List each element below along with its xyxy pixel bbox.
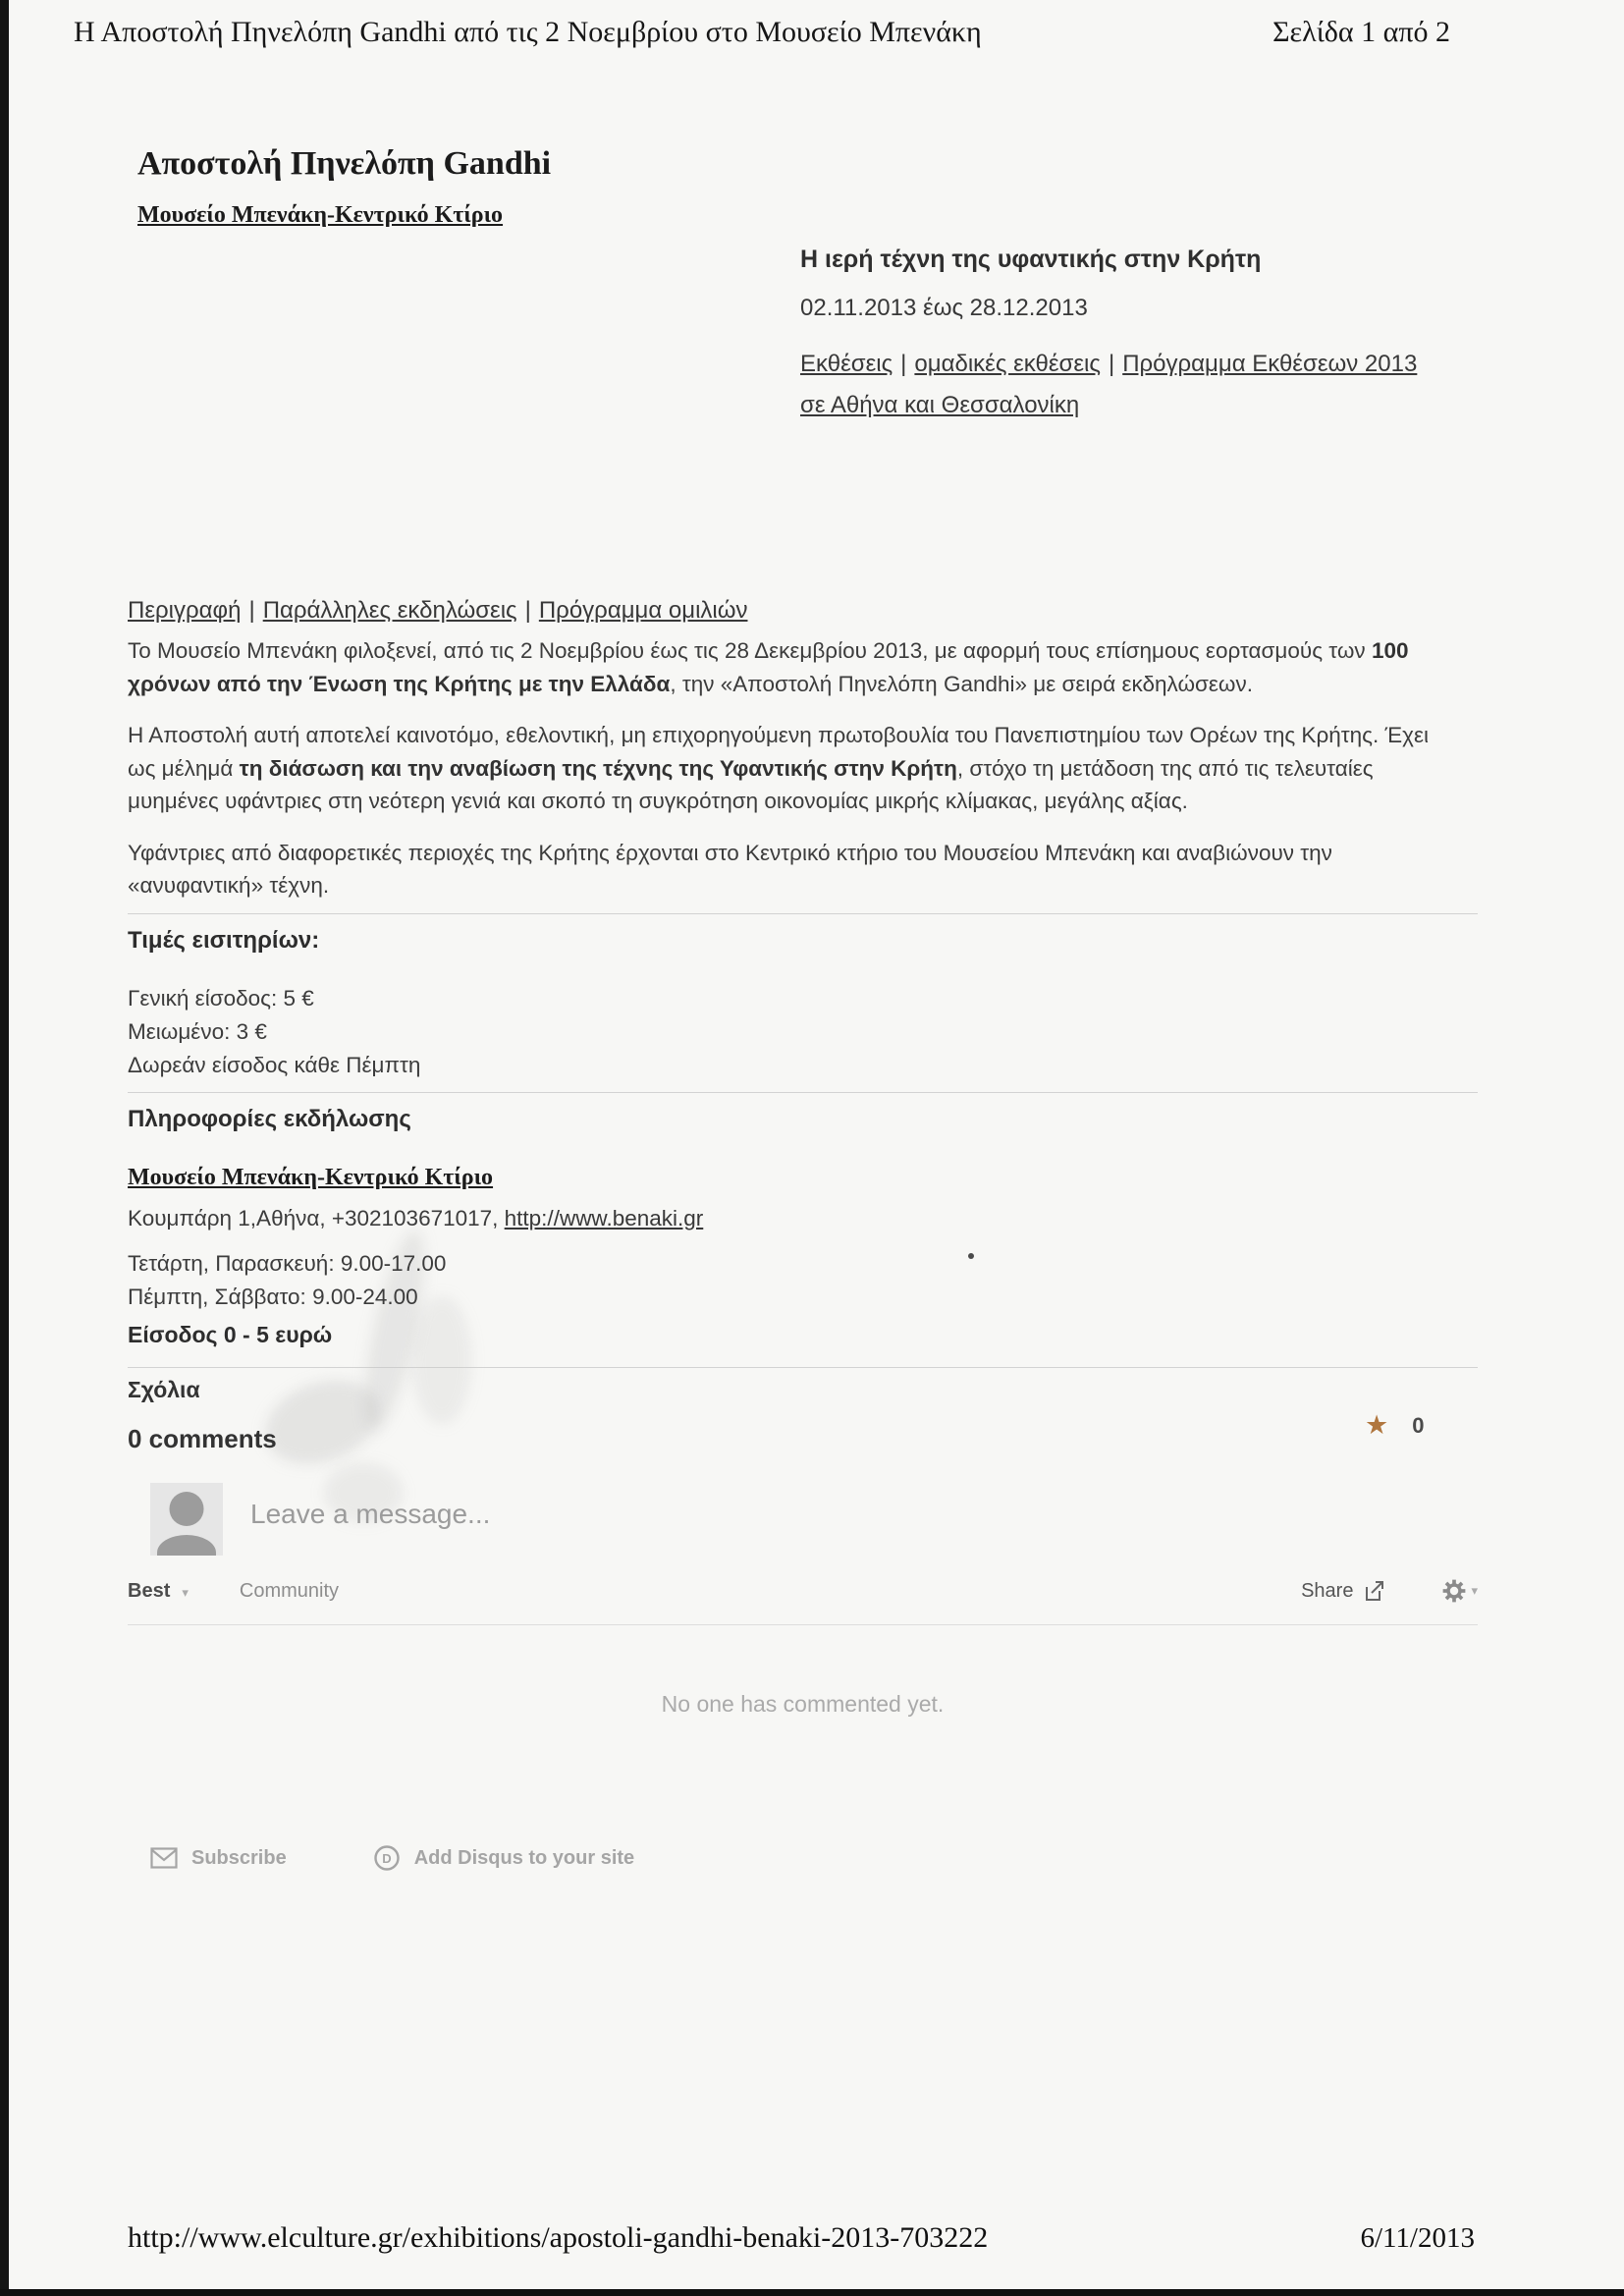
rating-value: 0 (1412, 1412, 1425, 1438)
tab-talks-program[interactable]: Πρόγραμμα ομιλιών (538, 597, 748, 624)
chevron-down-icon[interactable]: ▾ (182, 1584, 189, 1600)
comments-toolbar (128, 1569, 1478, 1613)
paragraph-text: , στόχο τη μετάδοση της από τις τελευταίες μυημένες υφάντριες στη νεότερη γενιά και σκοπό τη συγκρότηση οικονομίας μικρής κλίμακας, μεγάλης αξίας. (128, 755, 1374, 813)
venue-link[interactable]: Μουσείο Μπενάκη-Κεντρικό Κτίριο (137, 202, 504, 228)
hours-line: Πέμπτη, Σάββατο: 9.00-24.00 (128, 1285, 418, 1309)
article-title: Αποστολή Πηνελόπη Gandhi (137, 145, 552, 182)
section-divider (128, 1367, 1478, 1368)
tab-parallel-events[interactable]: Παράλληλες εκδηλώσεις (262, 597, 517, 624)
venue-website-link[interactable]: http://www.benaki.gr (504, 1206, 704, 1230)
hours-line: Τετάρτη, Παρασκευή: 9.00-17.00 (128, 1251, 447, 1276)
event-address (128, 1206, 703, 1231)
address-text: Κουμπάρη 1,Αθήνα, +302103671017, (128, 1206, 505, 1230)
event-venue-link[interactable]: Μουσείο Μπενάκη-Κεντρικό Κτίριο (128, 1165, 494, 1190)
scan-ink-dot (968, 1253, 974, 1259)
separator: | (1108, 351, 1115, 377)
add-disqus-link[interactable]: Add Disqus to your site (413, 1846, 635, 1869)
paragraph-text: Η Αποστολή αυτή αποτελεί καινοτόμο, εθελοντική, μη επιχορηγούμενη πρωτοβουλία του Πανεπιστημίου των Ορέων της Κρήτης. Έχει ως μέλημά (128, 723, 1429, 781)
paragraph-2 (128, 719, 1445, 818)
toolbar-right (1301, 1578, 1478, 1604)
ticket-price-general: Γενική είσοδος: 5 € (128, 986, 314, 1011)
avatar (150, 1483, 223, 1556)
scan-edge-bottom (0, 2289, 1624, 2296)
avatar-head (170, 1492, 204, 1526)
star-rating[interactable] (1365, 1412, 1478, 1439)
print-header-title: Η Αποστολή Πηνελόπη Gandhi από τις 2 Νοεμβρίου στο Μουσείο Μπενάκη (74, 16, 982, 48)
exhibition-name: Η ιερή τέχνη της υφαντικής στην Κρήτη (800, 246, 1262, 273)
paragraph-bold-text: τη διάσωση και την αναβίωση της τέχνης της Υφαντικής στην Κρήτη (239, 755, 957, 781)
paragraph-1 (128, 634, 1445, 700)
link-group-exhibitions[interactable]: ομαδικές εκθέσεις (914, 351, 1101, 377)
description-section (128, 634, 1445, 921)
paragraph-text: , την «Αποστολή Πηνελόπη Gandhi» με σειρά εκδηλώσεων. (670, 671, 1253, 696)
scan-edge-left (0, 0, 9, 2296)
svg-text:D: D (382, 1851, 392, 1866)
paragraph-3: Υφάντριες από διαφορετικές περιοχές της Κρήτης έρχονται στο Κεντρικό κτήριο του Μουσείου Μπενάκη και αναβιώνουν την «ανυφαντική» τέχνη. (128, 840, 1332, 898)
print-footer-url: http://www.elculture.gr/exhibitions/apostoli-gandhi-benaki-2013-703222 (128, 2221, 989, 2254)
separator: | (248, 597, 255, 624)
ticket-prices-list (128, 982, 420, 1082)
scan-smudge (412, 1296, 471, 1424)
subscribe-button[interactable]: Subscribe (191, 1846, 287, 1869)
ticket-price-reduced: Μειωμένο: 3 € (128, 1019, 267, 1044)
comments-divider (128, 1624, 1478, 1625)
community-link[interactable]: Community (239, 1579, 340, 1602)
chevron-down-icon[interactable]: ▾ (1471, 1583, 1478, 1598)
disqus-icon[interactable] (373, 1844, 401, 1872)
sort-dropdown[interactable]: Best (128, 1579, 171, 1602)
print-footer-date: 6/11/2013 (1360, 2222, 1475, 2254)
print-header (74, 16, 1450, 49)
comments-heading: Σχόλια (128, 1377, 200, 1402)
gear-icon[interactable] (1441, 1578, 1467, 1604)
toolbar-left (128, 1580, 339, 1603)
scan-smudge (253, 1365, 391, 1479)
event-admission: Είσοδος 0 - 5 ευρώ (128, 1322, 333, 1347)
exhibition-dates: 02.11.2013 έως 28.12.2013 (800, 295, 1088, 321)
envelope-icon[interactable] (150, 1847, 178, 1869)
section-divider (128, 913, 1478, 914)
comment-input[interactable]: Leave a message... (250, 1499, 491, 1529)
share-icon[interactable] (1363, 1579, 1386, 1603)
section-divider (128, 1092, 1478, 1093)
comments-count: 0 comments (128, 1424, 277, 1453)
separator: | (524, 597, 531, 624)
exhibition-category-links (800, 344, 1443, 426)
article-tabs (128, 597, 747, 625)
link-exhibitions[interactable]: Εκθέσεις (800, 351, 893, 377)
settings-menu[interactable] (1441, 1578, 1478, 1604)
print-header-page-number: Σελίδα 1 από 2 (1272, 16, 1450, 48)
ticket-price-free: Δωρεάν είσοδος κάθε Πέμπτη (128, 1053, 421, 1077)
link-exhibition-program-2013[interactable]: Πρόγραμμα Εκθέσεων 2013 σε Αθήνα και Θεσσαλονίκη (800, 351, 1418, 418)
exhibition-info (800, 246, 1443, 426)
paragraph-text: Το Μουσείο Μπενάκη φιλοξενεί, από τις 2 Νοεμβρίου έως τις 28 Δεκεμβρίου 2013, με αφορμή τους επίσημους εορτασμούς των (128, 638, 1372, 663)
share-button[interactable]: Share (1301, 1579, 1354, 1602)
comments-footer (150, 1844, 634, 1872)
avatar-torso (157, 1535, 216, 1556)
no-comments-message: No one has commented yet. (661, 1691, 945, 1717)
print-footer (128, 2221, 1475, 2255)
add-disqus-group (373, 1844, 634, 1872)
event-hours (128, 1247, 446, 1314)
paragraph-bold-text: 100 χρόνων από την Ένωση της Κρήτης με την Ελλάδα (128, 638, 1409, 696)
separator: | (900, 351, 907, 377)
comment-compose-box[interactable] (150, 1483, 490, 1556)
star-icon[interactable]: ★ (1365, 1410, 1389, 1440)
ticket-prices-heading: Τιμές εισιτηρίων: (128, 927, 320, 954)
tab-description[interactable]: Περιγραφή (128, 597, 242, 624)
event-info-heading: Πληροφορίες εκδήλωσης (128, 1106, 411, 1132)
